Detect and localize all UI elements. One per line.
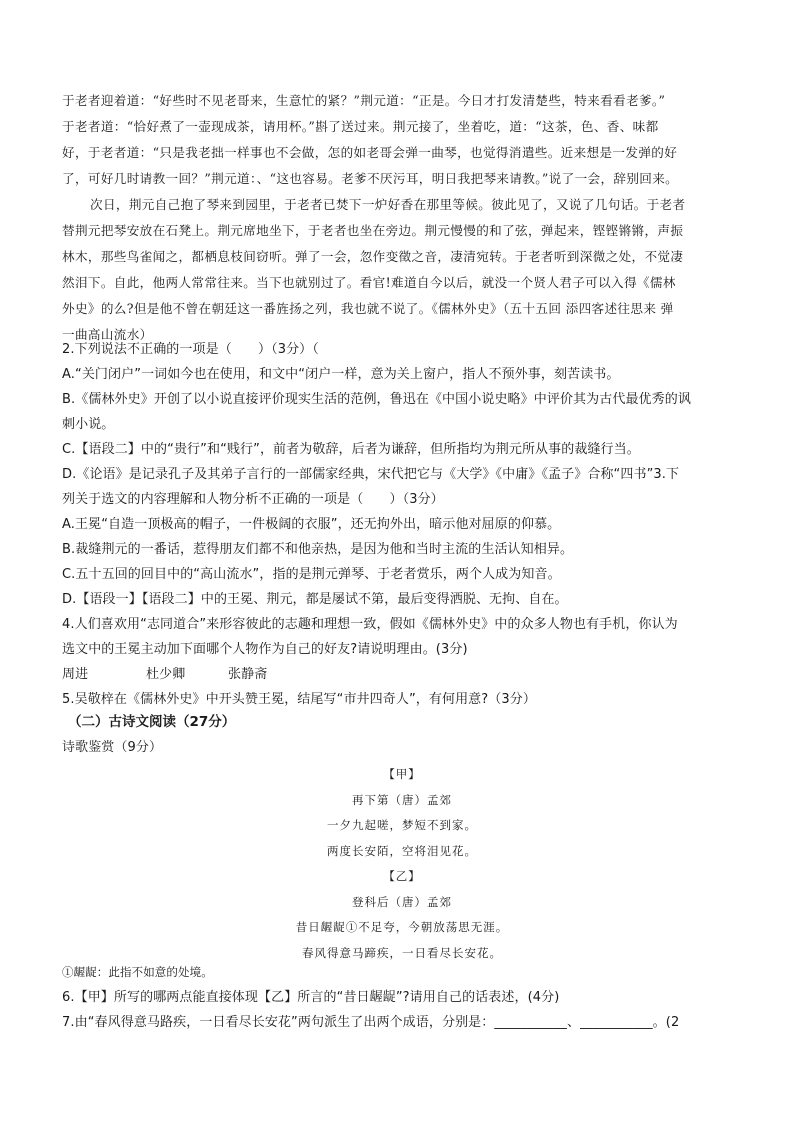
- name-option: 周进: [62, 667, 89, 682]
- question-line: D.《论语》是记录孔子及其弟子言行的一部儒家经典，宋代把它与《大学》《中庸》《孟子》合称“四书”3.下: [62, 467, 680, 482]
- passage-line: 林木，那些鸟雀闻之，都栖息枝间窃听。弹了一会，忽作变徵之音，凄清宛转。于老者听到深微之处，不觉凄: [62, 249, 684, 264]
- poem-yi: [62, 864, 742, 966]
- passage-line: 于老者迎着道：“好些时不见老哥来，生意忙的紧？”荆元道：“正是。今日才打发清楚些，特来看看老爹。”: [62, 93, 666, 108]
- passage-line: 替荆元把琴安放在石凳上。荆元席地坐下，于老者也坐在旁边。荆元慢慢的和了弦，弹起来，铿铿锵锵，声振: [62, 223, 684, 238]
- passage-line: 次日，荆元自己抱了琴来到园里，于老者已焚下一炉好香在那里等候。彼此见了，又说了几句话。于老者: [90, 197, 686, 212]
- poem-line: 两度长安陌，空将泪见花。: [327, 843, 477, 858]
- question-line: C.五十五回的回目中的“高山流水”，指的是荆元弹琴、于老者赏乐，两个人成为知音。: [62, 567, 561, 582]
- question-line: B.《儒林外史》开创了以小说直接评价现实生活的范例，鲁迅在《中国小说史略》中评价其为古代最优秀的讽: [62, 392, 691, 407]
- passage-line: 外史》的么?但是他不曾在朝廷这一番旌扬之列，我也就不说了。《儒林外史》（五十五回 添四客述往思来 弹: [62, 301, 674, 316]
- question-line: A.“关门闭户”一词如今也在使用，和文中“闭户一样，意为关上窗户，指人不预外事，刻苦读书。: [62, 367, 620, 382]
- question-line: 2.下列说法不正确的一项是（ ）（3分）（: [62, 342, 319, 357]
- section-header: （二）古诗文阅读（27分）: [68, 714, 236, 730]
- passage-line: 了，可好几时请教一回？”荆元道：、“这也容易。老爹不厌污耳，明日我把琴来请教。”说了一会，辞别回来。: [62, 171, 679, 186]
- question-line: 4.人们喜欢用“志同道合”来形容彼此的志趣和理想一致，假如《儒林外史》中的众多人物也有手机，你认为: [62, 617, 678, 632]
- final-questions: [62, 960, 742, 1035]
- section-header-block: [62, 710, 742, 760]
- question-line: 刺小说。: [62, 417, 115, 432]
- question-line: A.王冕“自造一顶极高的帽子，一件极阔的衣服”，还无拘外出，暗示他对屈原的仰慕。: [62, 517, 561, 532]
- passage-line: 好，于老者道：“只是我老拙一样事也不会做，怎的如老哥会弹一曲琴，也觉得消遣些。近来想是一发弹的好: [62, 145, 678, 160]
- question-5: 5.吴敬梓在《儒林外史》中开头赞王冕，结尾写“市井四奇人”，有何用意?（3分）: [62, 692, 536, 707]
- passage-line: 然泪下。自此，他两人常常往来。当下也就别过了。看官!难道自今以后，就没一个贤人君子可以入得《儒林: [62, 275, 676, 290]
- passage-paragraph-1: [62, 88, 742, 192]
- question-line: 列关于选文的内容理解和人物分析不正确的一项是（ ）（3分）: [62, 492, 444, 507]
- poem-line: 一夕九起嗟，梦短不到家。: [327, 818, 477, 832]
- passage-paragraph-2: [62, 192, 742, 348]
- sub-header: 诗歌鉴赏（9分）: [62, 740, 163, 755]
- question-7: 7.由“春风得意马路疾，一日看尽长安花”两句派生了出两个成语，分别是：___________、___________。(2: [62, 1015, 680, 1030]
- name-option: 张静斋: [228, 667, 268, 682]
- poem-line: 春风得意马蹄疾，一日看尽长安花。: [302, 945, 502, 960]
- poem-tag: 【乙】: [383, 869, 421, 883]
- poem-jia: [62, 762, 742, 864]
- footnote: ①龌龊：此指不如意的处境。: [62, 965, 213, 979]
- poem-tag: 【甲】: [383, 767, 421, 781]
- candidate-names: [62, 662, 742, 687]
- question-line: C.【语段二】中的“贵行”和“贱行”，前者为敬辞，后者为谦辞，但所指均为荆元所从事的裁缝行当。: [62, 442, 640, 457]
- passage-line: 一曲高山流水）: [62, 327, 153, 342]
- question-6: 6.【甲】所写的哪两点能直接体现【乙】所言的“昔日龌龊”?请用自己的话表述，(4分): [62, 990, 560, 1005]
- question-line: 选文中的王冕主动加下面哪个人物作为自己的好友?请说明理由。(3分): [62, 642, 468, 657]
- question-line: B.裁缝荆元的一番话，惹得朋友们都不和他亲热，是因为他和当时主流的生活认知相异。: [62, 542, 574, 557]
- name-option: 杜少卿: [146, 667, 186, 682]
- poem-line: 昔日龌龊①不足夸，今朝放荡思无涯。: [295, 920, 509, 934]
- poem-title: 登科后（唐）孟郊: [352, 894, 452, 909]
- question-line: D.【语段一】【语段二】中的王冕、荆元，都是屡试不第，最后变得洒脱、无拘、自在。: [62, 592, 568, 607]
- poem-title: 再下第（唐）孟郊: [352, 792, 452, 807]
- passage-line: 于老者道：“恰好煮了一壶现成茶，请用杯。”斟了送过来。荆元接了，坐着吃，道：“这茶，色、香、味都: [62, 119, 659, 134]
- questions-block: [62, 337, 742, 712]
